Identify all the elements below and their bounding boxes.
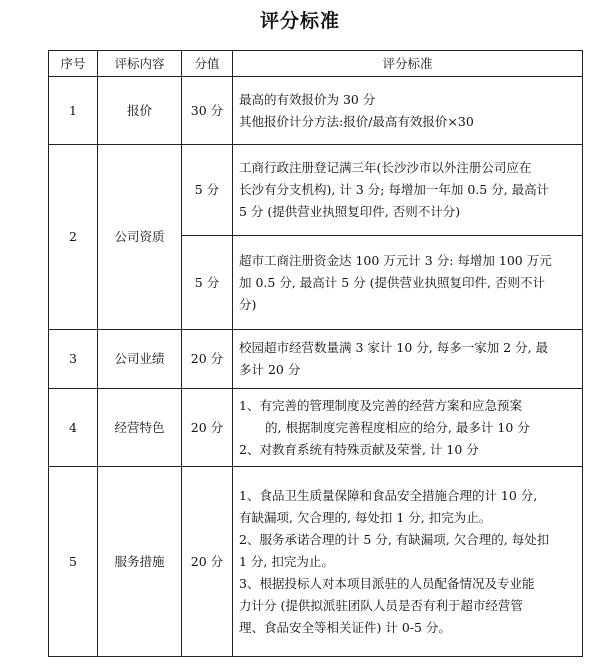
row-criteria: [233, 77, 583, 145]
criteria-line: 理、食品安全等相关证件) 计 0-5 分。: [239, 619, 451, 635]
criteria-line: 加 0.5 分, 最高计 5 分 (提供营业执照复印件, 否则不计: [239, 274, 545, 290]
criteria-line: 3、根据投标人对本项目派驻的人员配备情况及专业能: [239, 575, 535, 591]
table-header-row: [49, 51, 583, 77]
criteria-line: 1、食品卫生质量保障和食品安全措施合理的计 10 分,: [239, 487, 538, 503]
row-score: 20 分: [182, 389, 233, 467]
row-score: 5 分: [182, 236, 233, 330]
criteria-line: 的, 根据制度完善程度相应的给分, 最多计 10 分: [265, 419, 530, 435]
row-no: 1: [49, 77, 98, 145]
criteria-line: 其他报价计分方法:报价/最高有效报价×30: [239, 113, 474, 129]
row-item: 公司资质: [98, 145, 182, 330]
row-criteria: [233, 236, 583, 330]
row-no: 2: [49, 145, 98, 330]
criteria-line: 多计 20 分: [239, 362, 301, 377]
criteria-line: 5 分 (提供营业执照复印件, 否则不计分): [239, 204, 461, 219]
criteria-line: 超市工商注册资金达 100 万元计 3 分: 每增加 100 万元: [239, 252, 552, 268]
criteria-line: 最高的有效报价为 30 分: [239, 91, 376, 107]
criteria-line: 2、对教育系统有特殊贡献及荣誉, 计 10 分: [239, 441, 479, 457]
criteria-line: 2、服务承诺合理的计 5 分, 有缺漏项, 欠合理的, 每处扣: [239, 531, 550, 547]
row-item: 报价: [98, 77, 182, 145]
table-row: [49, 330, 583, 389]
table-row: [49, 389, 583, 467]
row-criteria: [233, 389, 583, 467]
row-criteria: [233, 145, 583, 236]
row-no: 5: [49, 467, 98, 657]
row-item: 经营特色: [98, 389, 182, 467]
header-criteria: 评分标准: [233, 51, 583, 77]
criteria-line: 工商行政注册登记满三年(长沙沙市以外注册公司应在: [239, 160, 532, 175]
table-row: [49, 145, 583, 236]
row-score: 20 分: [182, 467, 233, 657]
row-no: 4: [49, 389, 98, 467]
scoring-table: [48, 50, 583, 657]
document-title: 评分标准: [259, 10, 340, 32]
row-item: 公司业绩: [98, 330, 182, 389]
row-item: 服务措施: [98, 467, 182, 657]
row-criteria: [233, 467, 583, 657]
criteria-line: 1、有完善的管理制度及完善的经营方案和应急预案: [239, 397, 522, 413]
criteria-line: 力计分 (提供拟派驻团队人员是否有利于超市经营管: [239, 597, 523, 613]
row-score: 20 分: [182, 330, 233, 389]
header-no: 序号: [49, 51, 98, 77]
table-row: [49, 467, 583, 657]
criteria-line: 分): [239, 296, 257, 312]
row-score: 5 分: [182, 145, 233, 236]
header-item: 评标内容: [98, 51, 182, 77]
row-criteria: [233, 330, 583, 389]
criteria-line: 1 分, 扣完为止。: [239, 553, 334, 569]
row-score: 30 分: [182, 77, 233, 145]
header-score: 分值: [182, 51, 233, 77]
table-row: [49, 77, 583, 145]
criteria-line: 有缺漏项, 欠合理的, 每处扣 1 分, 扣完为止。: [239, 509, 492, 525]
criteria-line: 校园超市经营数量满 3 家计 10 分, 每多一家加 2 分, 最: [239, 340, 549, 355]
row-no: 3: [49, 330, 98, 389]
criteria-line: 长沙有分支机构), 计 3 分; 每增加一年加 0.5 分, 最高计: [239, 182, 550, 197]
